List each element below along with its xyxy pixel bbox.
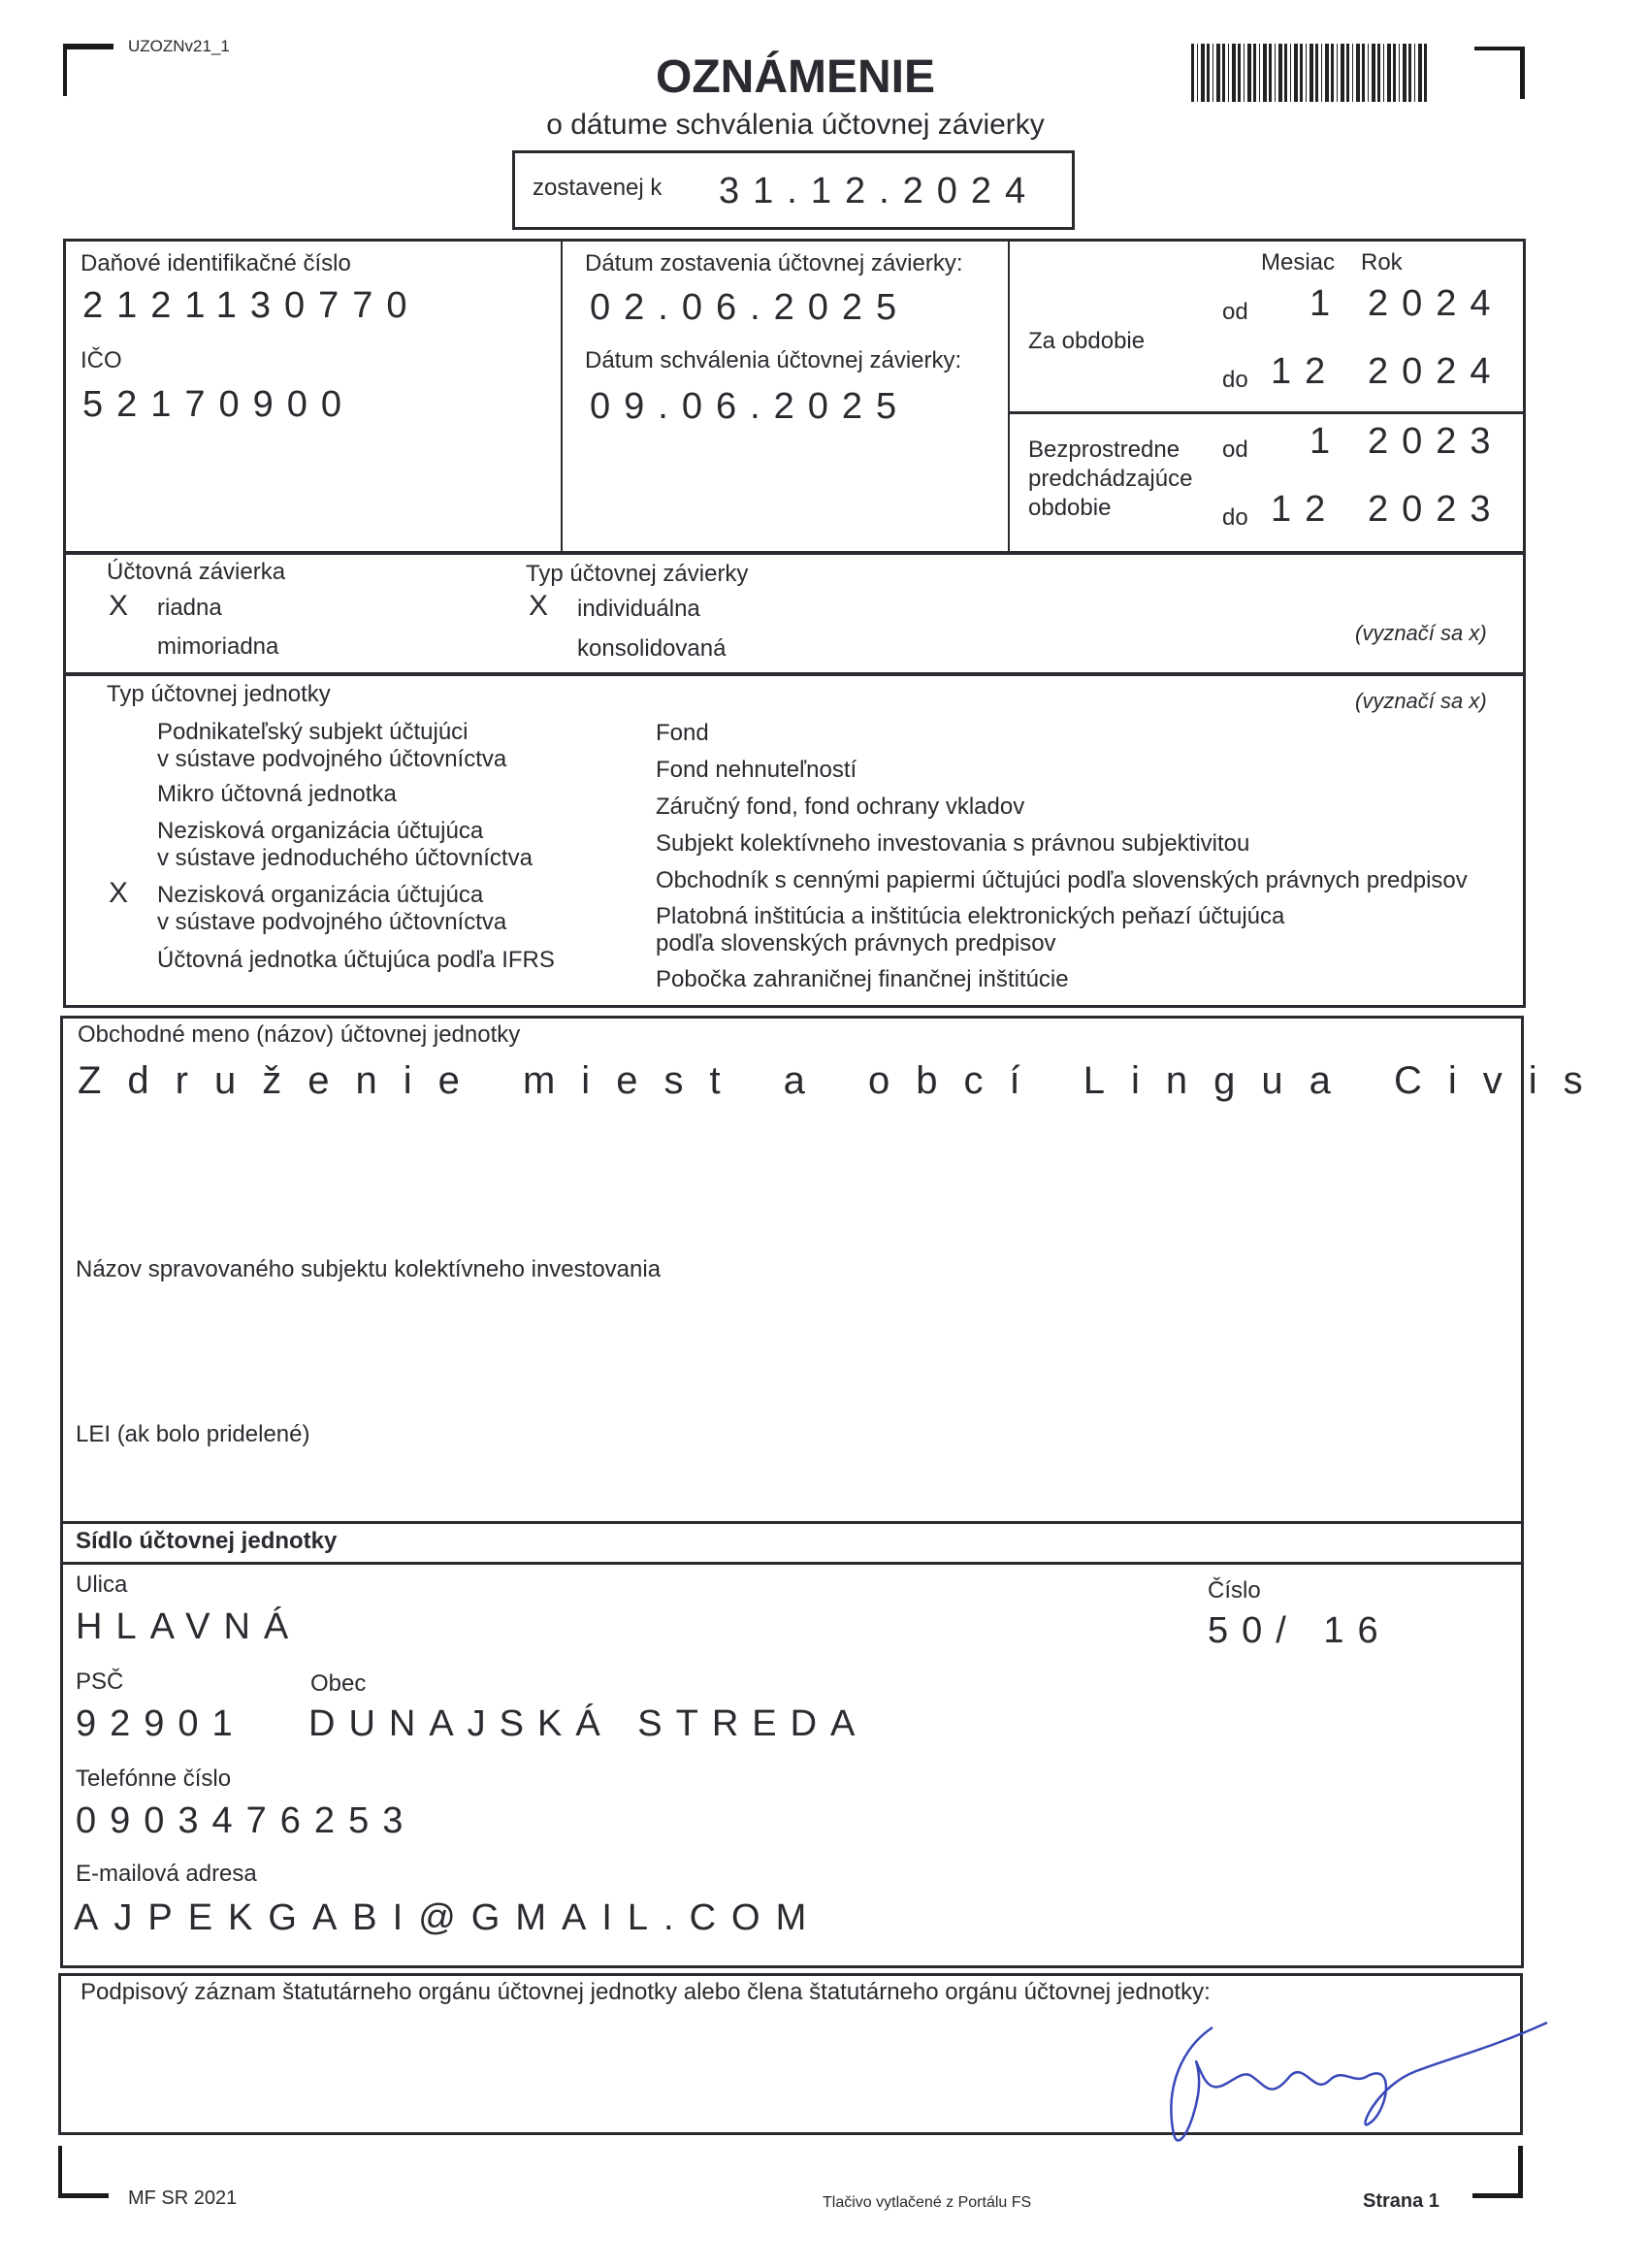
checkbox-individualna[interactable]: X [529, 590, 549, 622]
to-label: do [1222, 504, 1248, 531]
handwritten-signature [1145, 2008, 1552, 2154]
fund-name-label: Názov spravovaného subjektu kolektívneho investovania [76, 1256, 662, 1282]
compiled-date-box [512, 150, 1075, 230]
dic-label: Daňové identifikačné číslo [81, 250, 351, 276]
from-label: od [1222, 299, 1248, 325]
email-label: E-mailová adresa [76, 1861, 257, 1887]
current-from-year: 2024 [1368, 283, 1504, 324]
corner-mark-top-right [1474, 47, 1525, 99]
compiled-date: 31.12.2024 [719, 171, 1040, 211]
email-value[interactable]: AJPEKGABI@GMAIL.COM [74, 1897, 823, 1938]
address-section-label: Sídlo účtovnej jednotky [76, 1528, 338, 1554]
month-label: Mesiac [1261, 249, 1336, 275]
street-value[interactable]: HLAVNÁ [76, 1606, 303, 1647]
city-value[interactable]: DUNAJSKÁ STREDA [308, 1703, 869, 1744]
corner-mark-bottom-left [58, 2146, 109, 2198]
unit-type-right-3[interactable]: Subjekt kolektívneho investovania s právnou subjektivitou [656, 830, 1250, 857]
unit-type-left-2[interactable]: Nezisková organizácia účtujúca v sústave jednoduchého účtovníctva [157, 818, 533, 871]
year-label: Rok [1361, 249, 1403, 275]
unit-type-right-4[interactable]: Obchodník s cennými papiermi účtujúci podľa slovenských právnych predpisov [656, 867, 1468, 893]
prev-period-label: Bezprostredne [1028, 437, 1180, 463]
approved-date-value: 09.06.2025 [590, 386, 911, 427]
option-riadna: riadna [157, 595, 222, 621]
unit-type-left-4[interactable]: Účtovná jednotka účtujúca podľa IFRS [157, 947, 555, 973]
city-label: Obec [310, 1670, 367, 1697]
page-subtitle: o dátume schválenia účtovnej závierky [546, 109, 1045, 141]
footer-printed-from: Tlačivo vytlačené z Portálu FS [823, 2194, 1032, 2211]
approved-date-label: Dátum schválenia účtovnej závierky: [585, 347, 962, 373]
number-value[interactable]: 50/ 16 [1208, 1610, 1392, 1651]
corner-mark-top-left [63, 44, 113, 96]
unit-type-right-2[interactable]: Záručný fond, fond ochrany vkladov [656, 794, 1025, 820]
psc-value[interactable]: 92901 [76, 1703, 246, 1744]
current-from-month: 1 [1310, 283, 1344, 324]
option-mimoriadna: mimoriadna [157, 633, 279, 660]
unit-type-right-1[interactable]: Fond nehnuteľností [656, 757, 857, 783]
entity-name-label: Obchodné meno (názov) účtovnej jednotky [78, 1021, 521, 1048]
dic-value: 2121130770 [82, 285, 421, 326]
form-code: UZOZNv21_1 [128, 37, 230, 55]
prev-from-month: 1 [1310, 421, 1344, 462]
ico-value: 52170900 [82, 384, 356, 425]
current-period-label: Za obdobie [1028, 328, 1146, 354]
unit-type-right-5[interactable]: Platobná inštitúcia a inštitúcia elektronických peňazí účtujúca podľa slovenských právnych predpisov [656, 903, 1285, 956]
prev-from-year: 2023 [1368, 421, 1504, 462]
corner-mark-bottom-right [1472, 2146, 1523, 2198]
compiled-date-label: Dátum zostavenia účtovnej závierky: [585, 250, 963, 276]
option-konsolidovana: konsolidovaná [577, 635, 727, 662]
unit-type-left-0[interactable]: Podnikateľský subjekt účtujúci v sústave podvojného účtovníctva [157, 719, 507, 772]
mark-note: (vyznačí sa x) [1355, 689, 1487, 713]
entity-name-value[interactable]: Združenie miest a obcí Lingua Civis [78, 1059, 1609, 1102]
prev-period-label-2: predchádzajúce [1028, 466, 1193, 492]
unit-type-label: Typ účtovnej jednotky [107, 681, 331, 707]
barcode [1191, 44, 1430, 102]
psc-label: PSČ [76, 1669, 124, 1695]
compiled-date-value: 02.06.2025 [590, 287, 911, 328]
unit-type-right-6[interactable]: Pobočka zahraničnej finančnej inštitúcie [656, 966, 1069, 992]
checkbox-nonprofit-double-entry[interactable]: X [109, 877, 129, 909]
statement-type-label: Typ účtovnej závierky [526, 561, 749, 587]
current-to-year: 2024 [1368, 351, 1504, 392]
phone-value[interactable]: 0903476253 [76, 1800, 417, 1841]
street-label: Ulica [76, 1571, 128, 1598]
unit-type-left-1[interactable]: Mikro účtovná jednotka [157, 781, 397, 807]
to-label: do [1222, 367, 1248, 393]
prev-to-month: 12 [1271, 489, 1340, 530]
prev-period-label-3: obdobie [1028, 495, 1112, 521]
unit-type-left-3[interactable]: Nezisková organizácia účtujúca v sústave podvojného účtovníctva [157, 882, 507, 935]
prev-to-year: 2023 [1368, 489, 1504, 530]
ico-label: IČO [81, 347, 122, 373]
mark-note: (vyznačí sa x) [1355, 621, 1487, 645]
current-to-month: 12 [1271, 351, 1340, 392]
signature-label: Podpisový záznam štatutárneho orgánu účtovnej jednotky alebo člena štatutárneho orgánu účtovnej jednotky: [81, 1979, 1211, 2005]
from-label: od [1222, 437, 1248, 463]
unit-type-right-0[interactable]: Fond [656, 720, 709, 746]
phone-label: Telefónne číslo [76, 1766, 232, 1792]
compiled-label: zostavenej k [533, 175, 663, 201]
checkbox-riadna[interactable]: X [109, 590, 129, 622]
page-title: OZNÁMENIE [656, 51, 935, 103]
lei-label: LEI (ak bolo pridelené) [76, 1421, 310, 1447]
statement-label: Účtovná závierka [107, 559, 286, 585]
page-number: Strana 1 [1363, 2190, 1439, 2212]
option-individualna: individuálna [577, 596, 700, 622]
number-label: Číslo [1208, 1577, 1261, 1604]
footer-form-version: MF SR 2021 [128, 2187, 238, 2209]
